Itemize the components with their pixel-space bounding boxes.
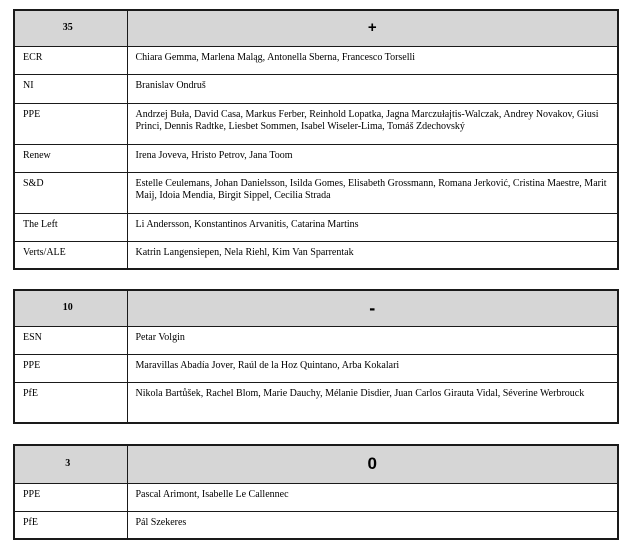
table-header: [14, 290, 618, 326]
names-cell: Pascal Arimont, Isabelle Le Callennec: [127, 483, 618, 511]
table-header: [14, 445, 618, 483]
vote-symbol: +: [127, 10, 618, 46]
vote-symbol: 0: [127, 445, 618, 483]
names-cell: Maravillas Abadía Jover, Raúl de la Hoz Quintano, Arba Kokalari: [127, 354, 618, 382]
names-cell: Pál Szekeres: [127, 511, 618, 539]
table-row: [14, 144, 618, 172]
vote-count: 35: [14, 10, 127, 46]
group-cell: Renew: [14, 144, 127, 172]
vote-table-abstain: [13, 444, 619, 540]
vote-symbol: -: [127, 290, 618, 326]
vote-table-against: [13, 289, 619, 424]
names-cell: Nikola Bartůšek, Rachel Blom, Marie Dauchy, Mélanie Disdier, Juan Carlos Girauta Vidal, Séverine Werbrouck: [127, 382, 618, 423]
group-cell: The Left: [14, 213, 127, 241]
names-cell: Branislav Ondruš: [127, 74, 618, 103]
table-row: [14, 46, 618, 74]
table-row: [14, 511, 618, 539]
names-cell: Chiara Gemma, Marlena Maląg, Antonella Sberna, Francesco Torselli: [127, 46, 618, 74]
table-row: [14, 213, 618, 241]
table-row: [14, 172, 618, 213]
table-row: [14, 74, 618, 103]
names-cell: Katrin Langensiepen, Nela Riehl, Kim Van Sparrentak: [127, 241, 618, 269]
group-cell: PPE: [14, 103, 127, 144]
group-cell: NI: [14, 74, 127, 103]
table-row: [14, 483, 618, 511]
table-row: [14, 382, 618, 423]
group-cell: ESN: [14, 326, 127, 354]
group-cell: PPE: [14, 483, 127, 511]
table-row: [14, 103, 618, 144]
table-header: [14, 10, 618, 46]
names-cell: Irena Joveva, Hristo Petrov, Jana Toom: [127, 144, 618, 172]
names-cell: Estelle Ceulemans, Johan Danielsson, Isilda Gomes, Elisabeth Grossmann, Romana Jerković, Cristina Maestre, Marit Maij, Idoia Mendia, Birgit Sippel, Cecilia Strada: [127, 172, 618, 213]
group-cell: PPE: [14, 354, 127, 382]
group-cell: PfE: [14, 511, 127, 539]
names-cell: Li Andersson, Konstantinos Arvanitis, Catarina Martins: [127, 213, 618, 241]
names-cell: Andrzej Buła, David Casa, Markus Ferber, Reinhold Lopatka, Jagna Marczułajtis-Walczak, Andrey Novakov, Giusi Princi, Dennis Radtke, Liesbet Sommen, Isabel Wiseler-Lima, Tomáš Zdechovský: [127, 103, 618, 144]
table-row: [14, 354, 618, 382]
group-cell: ECR: [14, 46, 127, 74]
group-cell: S&D: [14, 172, 127, 213]
table-row: [14, 241, 618, 269]
names-cell: Petar Volgin: [127, 326, 618, 354]
table-row: [14, 326, 618, 354]
vote-table-for: [13, 9, 619, 270]
group-cell: PfE: [14, 382, 127, 423]
vote-count: 3: [14, 445, 127, 483]
vote-count: 10: [14, 290, 127, 326]
group-cell: Verts/ALE: [14, 241, 127, 269]
